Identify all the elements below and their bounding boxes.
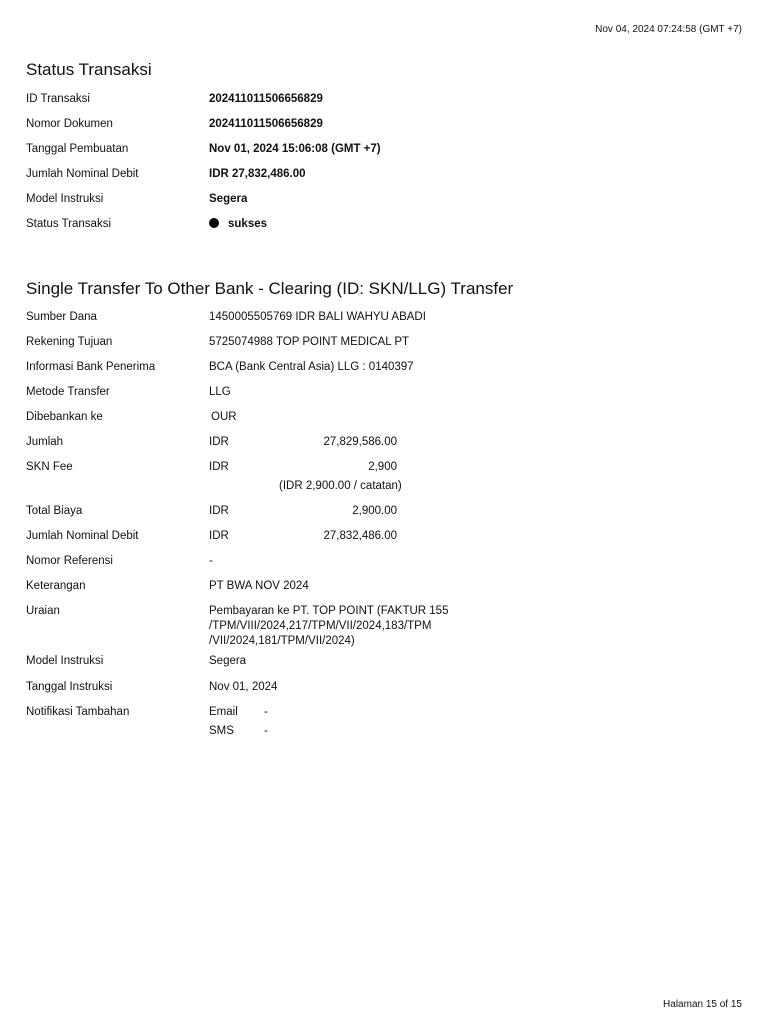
value-sumber-dana: 1450005505769 IDR BALI WAHYU ABADI <box>209 311 426 323</box>
label-nomor-referensi: Nomor Referensi <box>26 555 113 567</box>
amount-jumlah-nominal-debit: 27,832,486.00 <box>323 530 397 542</box>
label-uraian: Uraian <box>26 605 60 617</box>
status-label: Tanggal Pembuatan <box>26 143 129 155</box>
status-dot-icon <box>209 218 219 228</box>
amount-total-biaya: 2,900.00 <box>352 505 397 517</box>
notifikasi-sms-label: SMS <box>209 725 234 737</box>
notifikasi-sms-value: - <box>264 725 268 737</box>
currency-jumlah-nominal-debit: IDR <box>209 530 229 542</box>
status-section-title: Status Transaksi <box>26 60 152 79</box>
label-dibebankan-ke: Dibebankan ke <box>26 411 103 423</box>
label-model-instruksi: Model Instruksi <box>26 655 104 667</box>
status-value: 202411011506656829 <box>209 93 323 105</box>
value-dibebankan-ke: OUR <box>211 411 237 423</box>
status-value: Segera <box>209 193 248 205</box>
status-label: Nomor Dokumen <box>26 118 113 130</box>
status-label: Model Instruksi <box>26 193 104 205</box>
notifikasi-email-value: - <box>264 706 268 718</box>
status-label: ID Transaksi <box>26 93 90 105</box>
value-rekening-tujuan: 5725074988 TOP POINT MEDICAL PT <box>209 336 410 348</box>
label-skn-fee: SKN Fee <box>26 461 73 473</box>
currency-skn-fee: IDR <box>209 461 229 473</box>
status-value: 202411011506656829 <box>209 118 323 130</box>
status-label: Status Transaksi <box>26 218 112 230</box>
status-value: Nov 01, 2024 15:06:08 (GMT +7) <box>209 143 381 155</box>
label-keterangan: Keterangan <box>26 580 86 592</box>
label-metode-transfer: Metode Transfer <box>26 386 110 398</box>
label-jumlah-nominal-debit: Jumlah Nominal Debit <box>26 530 139 542</box>
notifikasi-email-label: Email <box>209 706 238 718</box>
label-notifikasi-tambahan: Notifikasi Tambahan <box>26 706 130 718</box>
amount-jumlah: 27,829,586.00 <box>323 436 397 448</box>
label-rekening-tujuan: Rekening Tujuan <box>26 336 113 348</box>
money-jumlah-nominal-debit <box>209 529 397 544</box>
page-number: Halaman 15 of 15 <box>663 999 742 1010</box>
label-jumlah: Jumlah <box>26 436 64 448</box>
value-keterangan: PT BWA NOV 2024 <box>209 580 309 592</box>
money-jumlah <box>209 435 397 450</box>
money-skn-fee <box>209 460 397 475</box>
label-tanggal-instruksi: Tanggal Instruksi <box>26 681 113 693</box>
status-label: Jumlah Nominal Debit <box>26 168 139 180</box>
amount-skn-fee: 2,900 <box>368 461 397 473</box>
status-badge: sukses <box>228 218 268 230</box>
value-informasi-bank: BCA (Bank Central Asia) LLG : 0140397 <box>209 361 414 373</box>
value-metode-transfer: LLG <box>209 386 231 398</box>
status-value-wrapper <box>209 217 267 232</box>
value-nomor-referensi: - <box>209 555 213 567</box>
value-uraian: Pembayaran ke PT. TOP POINT (FAKTUR 155 /TPM/VIII/2024,217/TPM/VII/2024,183/TPM /VII/2024,181/TPM/VII/2024) <box>209 605 449 647</box>
print-timestamp: Nov 04, 2024 07:24:58 (GMT +7) <box>595 24 742 35</box>
value-tanggal-instruksi: Nov 01, 2024 <box>209 681 278 693</box>
value-model-instruksi: Segera <box>209 655 247 667</box>
currency-jumlah: IDR <box>209 436 229 448</box>
label-informasi-bank: Informasi Bank Penerima <box>26 361 156 373</box>
label-sumber-dana: Sumber Dana <box>26 311 97 323</box>
transfer-section-title: Single Transfer To Other Bank - Clearing (ID: SKN/LLG) Transfer <box>26 279 514 298</box>
label-total-biaya: Total Biaya <box>26 505 83 517</box>
skn-fee-note: (IDR 2,900.00 / catatan) <box>279 480 402 492</box>
money-total-biaya <box>209 504 397 519</box>
currency-total-biaya: IDR <box>209 505 229 517</box>
status-value: IDR 27,832,486.00 <box>209 168 306 180</box>
